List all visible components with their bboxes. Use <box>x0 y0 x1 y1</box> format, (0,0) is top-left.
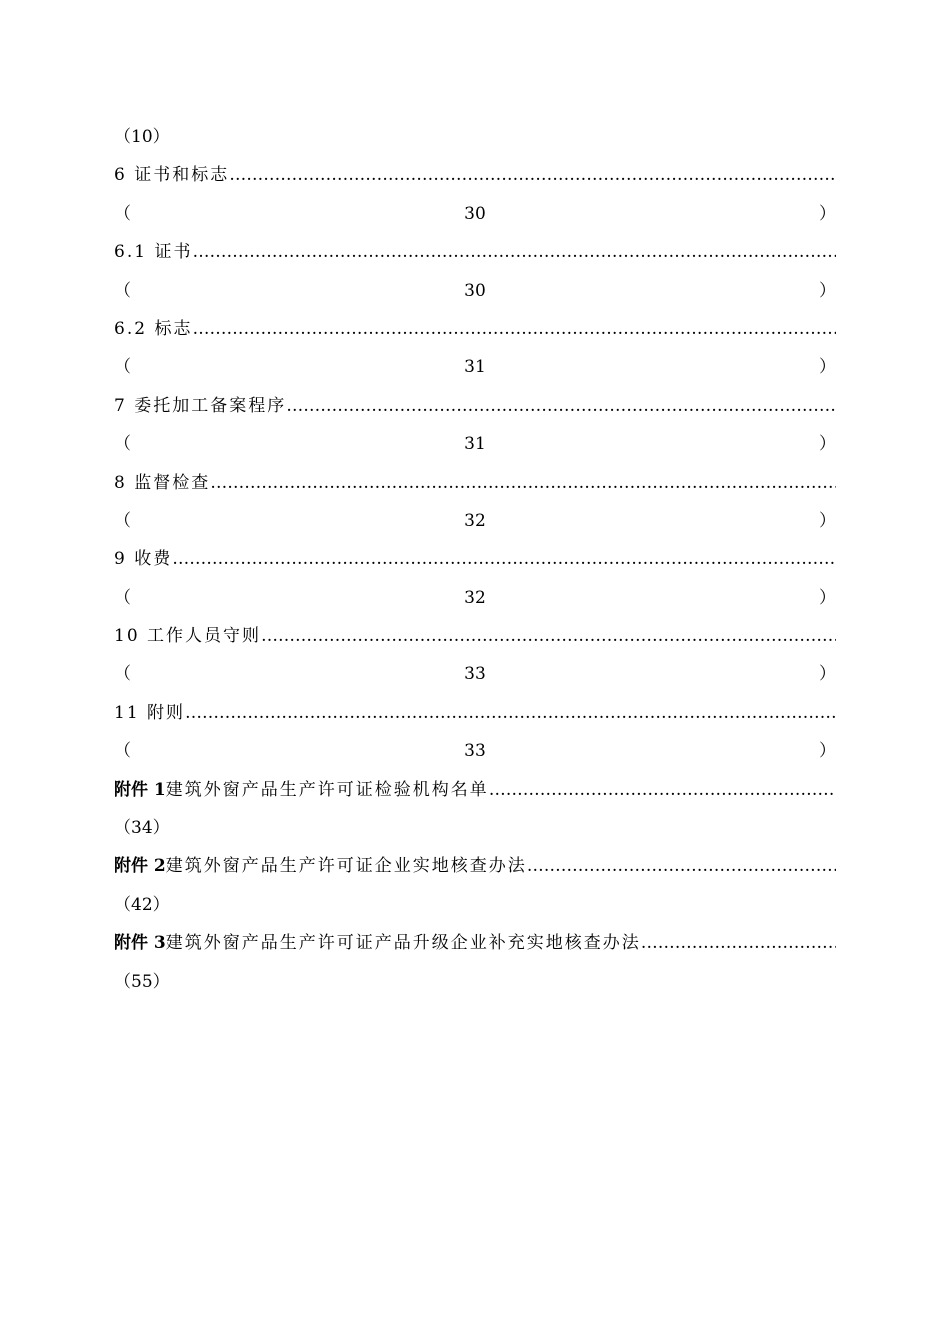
toc-entry-page-line <box>114 195 836 233</box>
toc-leader-dots <box>192 233 836 271</box>
toc-entry-label: 6.2 标志 <box>114 318 193 339</box>
toc-entry-label: 10 工作人员守则 <box>114 626 262 647</box>
toc-entry-label: 7 委托加工备案程序 <box>114 395 287 416</box>
toc-leader-dots <box>229 156 836 194</box>
toc-page-number: 31 <box>464 357 486 378</box>
open-paren: （ <box>114 587 131 608</box>
toc-entry-page-line <box>114 502 836 540</box>
close-paren: ） <box>819 741 836 762</box>
toc-leader-dots <box>489 771 836 809</box>
attachment-title: 建筑外窗产品生产许可证企业实地核查办法 <box>165 856 527 877</box>
close-paren: ） <box>819 664 836 685</box>
toc-entry-label: 11 附则 <box>114 702 186 723</box>
toc-page-number: 32 <box>464 510 486 531</box>
attachment-prefix: 附件 2 <box>114 856 166 877</box>
toc-entry-title <box>114 617 836 655</box>
toc-entry-title <box>114 540 836 578</box>
close-paren: ） <box>819 203 836 224</box>
toc-entry-title <box>114 694 836 732</box>
toc-leader-dots <box>185 694 836 732</box>
toc-page-number: 31 <box>464 434 486 455</box>
toc-entry-page-line <box>114 425 836 463</box>
toc-entry-page-line <box>114 655 836 693</box>
toc-leader-dots <box>527 847 836 885</box>
toc-entry-label: 6.1 证书 <box>114 242 193 263</box>
attachment-prefix: 附件 1 <box>114 779 166 800</box>
toc-attachment-title <box>114 847 836 885</box>
toc-entry-label: 8 监督检查 <box>114 472 211 493</box>
toc-leader-dots <box>172 540 836 578</box>
toc-entry-title <box>114 310 836 348</box>
open-paren: （ <box>114 510 131 531</box>
attachment-title: 建筑外窗产品生产许可证产品升级企业补充实地核查办法 <box>165 933 641 954</box>
attachment-page-ref: （55） <box>114 971 170 992</box>
open-paren: （ <box>114 357 131 378</box>
toc-entry-title <box>114 464 836 502</box>
open-paren: （ <box>114 664 131 685</box>
toc-entry-page-line <box>114 272 836 310</box>
toc-leader-dots <box>261 617 836 655</box>
open-paren: （ <box>114 434 131 455</box>
toc-page-number: 30 <box>464 203 486 224</box>
toc-entry-page-line <box>114 579 836 617</box>
toc-page-number: 33 <box>464 741 486 762</box>
toc-attachment-title <box>114 771 836 809</box>
close-paren: ） <box>819 587 836 608</box>
toc-entry-page-line <box>114 348 836 386</box>
toc-entry-title <box>114 233 836 271</box>
toc-page-number: 32 <box>464 587 486 608</box>
toc-leader-dots <box>192 310 836 348</box>
toc-entry-title <box>114 156 836 194</box>
toc-leader-dots <box>641 924 836 962</box>
toc-entry-label: 6 证书和标志 <box>114 165 230 186</box>
toc-page <box>114 118 836 1001</box>
toc-page-number: 33 <box>464 664 486 685</box>
close-paren: ） <box>819 280 836 301</box>
open-paren: （ <box>114 203 131 224</box>
open-paren: （ <box>114 280 131 301</box>
toc-leader-dots <box>210 464 836 502</box>
attachment-title: 建筑外窗产品生产许可证检验机构名单 <box>165 779 489 800</box>
toc-entry-title <box>114 387 836 425</box>
close-paren: ） <box>819 434 836 455</box>
toc-page-number: 30 <box>464 280 486 301</box>
attachment-page-ref: （34） <box>114 818 170 839</box>
toc-leader-dots <box>286 387 836 425</box>
close-paren: ） <box>819 510 836 531</box>
attachment-prefix: 附件 3 <box>114 933 166 954</box>
close-paren: ） <box>819 357 836 378</box>
toc-entry-label: 9 收费 <box>114 549 173 570</box>
toc-page-ref: （10） <box>114 127 170 147</box>
attachment-page-ref: （42） <box>114 894 170 915</box>
toc-entry-page-line <box>114 732 836 770</box>
toc-attachment-title <box>114 924 836 962</box>
open-paren: （ <box>114 741 131 762</box>
